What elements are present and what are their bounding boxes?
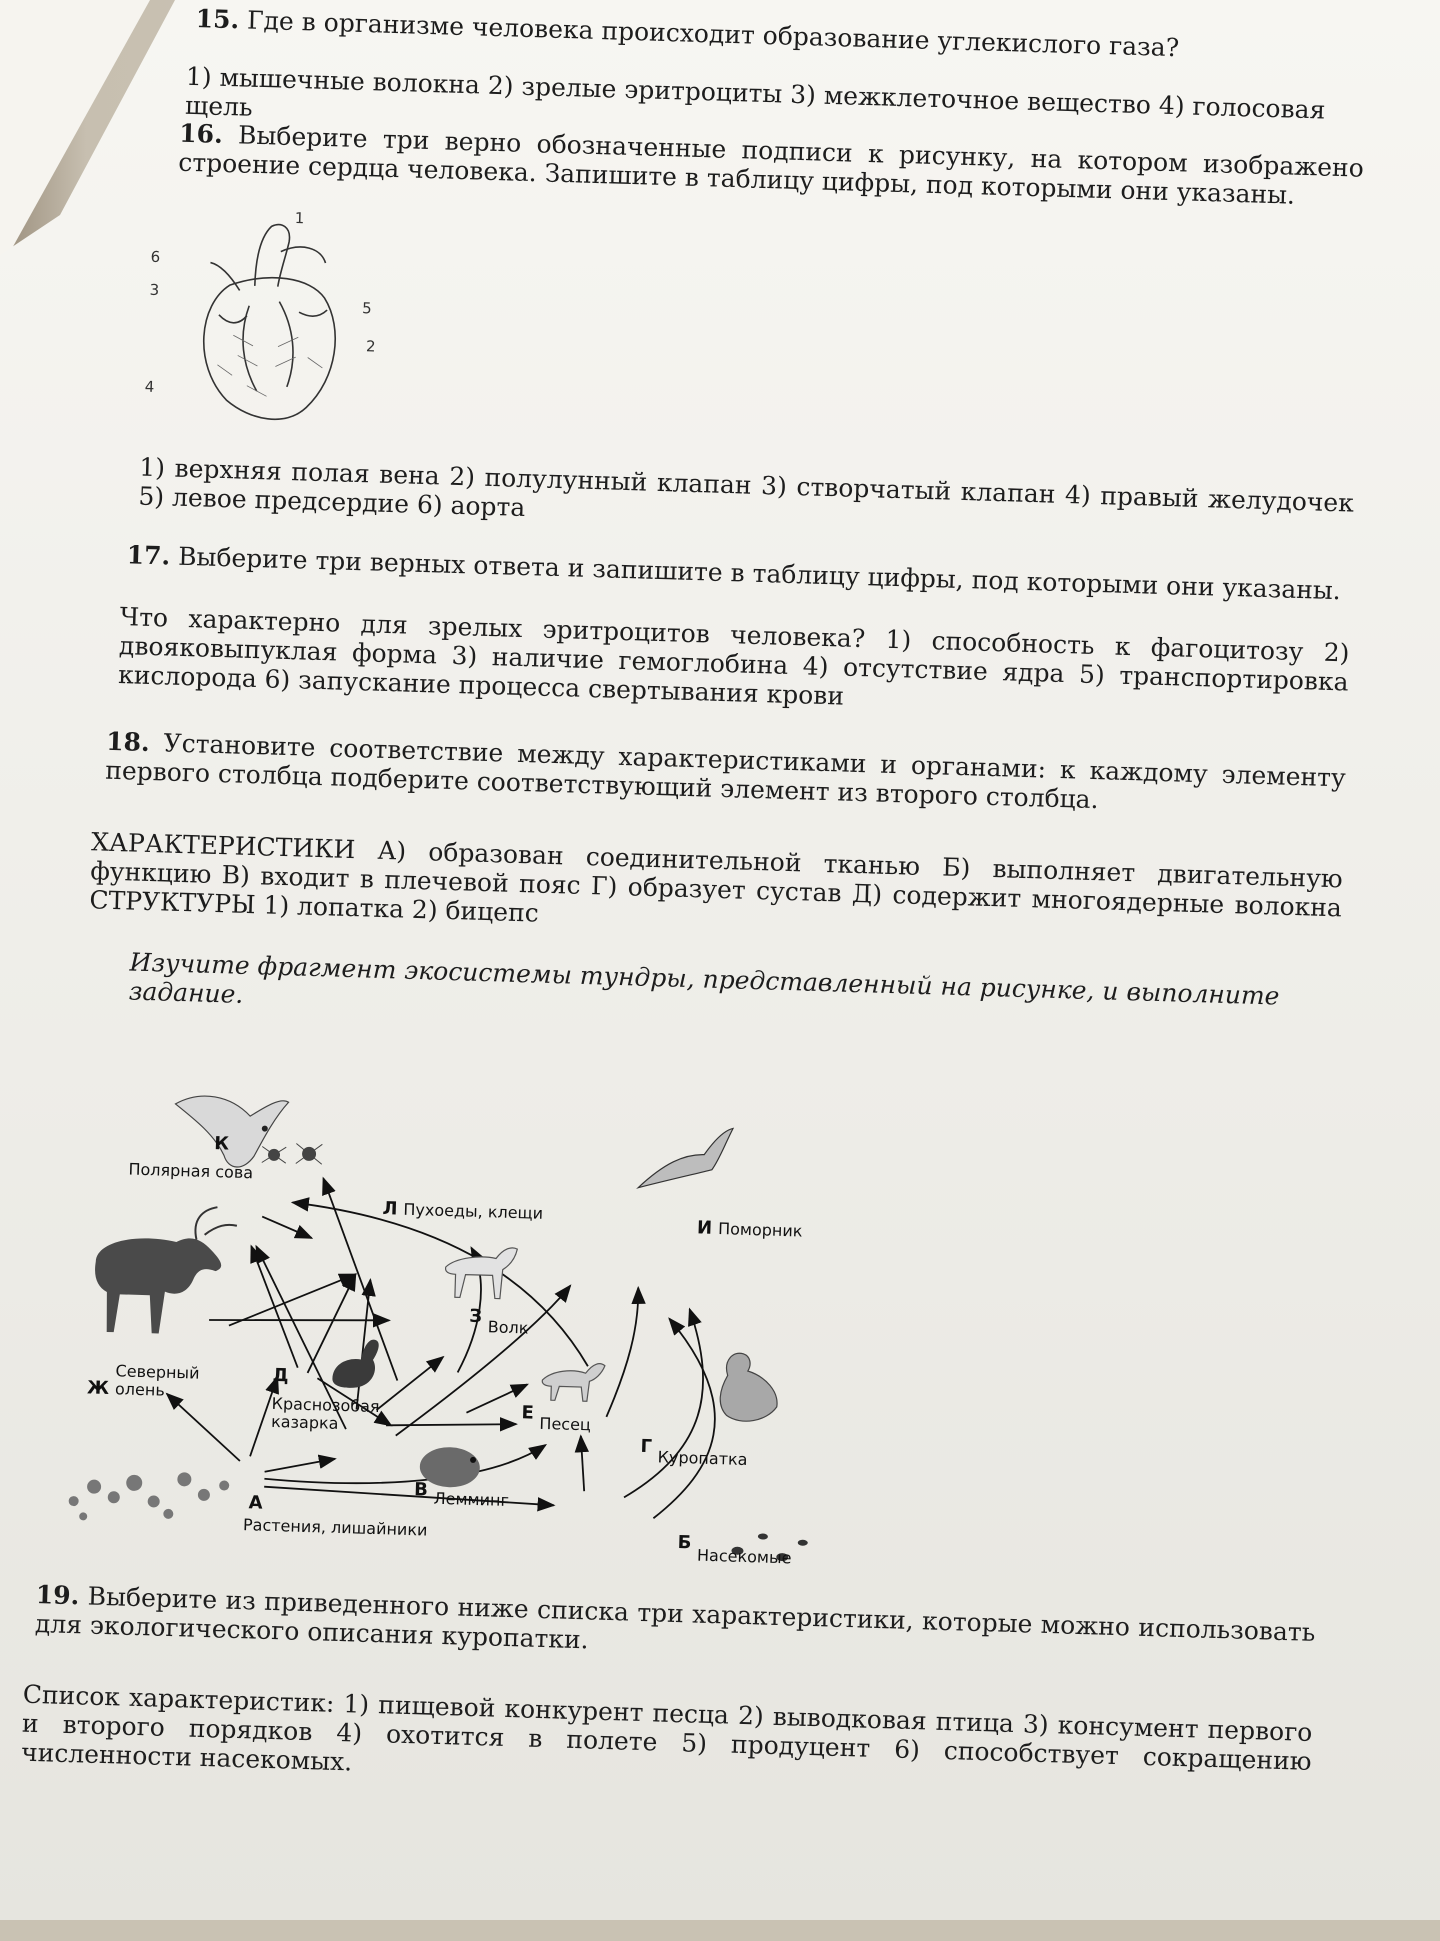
node-Zh	[87, 1361, 226, 1401]
node-D	[270, 1364, 403, 1435]
node-I	[697, 1219, 803, 1240]
q17-question	[126, 540, 1351, 605]
heart-figure	[144, 209, 391, 440]
node-B	[677, 1534, 792, 1567]
q15-question	[195, 4, 1375, 68]
q18-text: Установите соответствие между характеристиками и органами: к каждому элементу первого столбца подберите соответствующий элемент из второго столбца.	[104, 728, 1347, 815]
node-L-name: Пухоеды, клещи	[403, 1199, 544, 1223]
q18-number: 18.	[105, 726, 151, 757]
node-A-letter: А	[248, 1492, 263, 1514]
heart-label-1: 1	[294, 209, 305, 228]
q17-number: 17.	[126, 540, 171, 571]
node-Z	[469, 1305, 529, 1338]
node-V-name: Лемминг	[433, 1488, 510, 1510]
ptarmigan-icon	[706, 1345, 783, 1432]
q19-question	[35, 1580, 1316, 1676]
q16-text: Выберите три верно обозначенные подписи к рисунку, на котором изображено строение сердца человека. Запишите в таблицу цифры, под которыми они указаны.	[178, 120, 1365, 210]
node-G-letter: Г	[640, 1435, 653, 1458]
node-K	[214, 1135, 235, 1154]
heart-drawing	[155, 213, 391, 440]
q18-body: ХАРАКТЕРИСТИКИ А) образован соединительной тканью Б) выполняет двигательную функцию В) входит в плечевой пояс Г) образует сустав Д) содержит многоядерные волокна СТРУКТУРЫ 1) лопатка 2) бицепс	[89, 827, 1344, 928]
node-Z-name: Волк	[487, 1317, 529, 1338]
q19-number: 19.	[35, 1579, 80, 1611]
q17-body: Что характерно для зрелых эритроцитов человека? 1) способность к фагоцитозу 2) двояковыпуклая форма 3) наличие гемоглобина 4) отсутствие ядра 5) транспортировка кислорода 6) запускание процесса свертывания крови	[117, 602, 1350, 711]
q15-options: 1) мышечные волокна 2) зрелые эритроциты 3) межклеточное вещество 4) голосовая щель	[184, 61, 1326, 125]
node-D-name: Краснозобая казарка	[270, 1393, 380, 1433]
q17-text: Выберите три верных ответа и запишите в таблицу цифры, под которыми они указаны.	[177, 541, 1342, 606]
node-G-name: Куропатка	[657, 1447, 748, 1470]
node-A	[243, 1494, 429, 1539]
node-Zh-letter: Ж	[86, 1377, 110, 1400]
node-I-name: Поморник	[717, 1219, 803, 1241]
wolf-icon	[440, 1232, 522, 1304]
node-D-letter: Д	[272, 1364, 289, 1387]
reindeer-icon	[74, 1201, 243, 1341]
node-E-name: Песец	[539, 1413, 592, 1435]
node-K-name: Полярная сова	[128, 1159, 254, 1183]
q18-question	[105, 727, 1346, 822]
heart-label-4: 4	[144, 377, 155, 396]
q16-number: 16.	[178, 118, 224, 149]
q16-options: 1) верхняя полая вена 2) полулунный клапан 3) створчатый клапан 4) правый желудочек 5) левое предсердие 6) аорта	[138, 452, 1355, 523]
node-B-name: Насекомые	[696, 1545, 792, 1568]
node-L-letter: Л	[382, 1198, 398, 1220]
q19-text: Выберите из приведенного ниже списка три характеристики, которые можно использовать для экологического описания куропатки.	[34, 1581, 1316, 1655]
node-E-letter: Е	[521, 1402, 535, 1424]
heart-label-2: 2	[365, 337, 376, 356]
node-Z-letter: З	[469, 1305, 483, 1328]
arctic-fox-icon	[537, 1350, 609, 1407]
node-I-letter: И	[696, 1217, 713, 1239]
heart-label-3: 3	[149, 280, 160, 300]
plants-lichens-icon	[63, 1441, 236, 1536]
node-G	[640, 1435, 748, 1470]
heart-label-5: 5	[361, 299, 372, 318]
node-A-name: Растения, лишайники	[242, 1515, 428, 1540]
tundra-food-web	[62, 1071, 896, 1595]
node-E	[521, 1404, 592, 1434]
mites-icon	[253, 1134, 334, 1176]
heart-label-6: 6	[150, 247, 161, 267]
node-K-letter: К	[214, 1133, 230, 1155]
node-V-letter: В	[413, 1479, 429, 1501]
node-Zh-name: Северный олень	[114, 1361, 200, 1400]
q19-body: Список характеристик: 1) пищевой конкурент песца 2) выводковая птица 3) консумент первого и второго порядков 4) охотится в полете 5) продуцент 6) способствует сокращению численности насекомых.	[20, 1679, 1313, 1777]
q15-text: Где в организме человека происходит образование углекислого газа?	[246, 5, 1180, 63]
node-B-letter: Б	[677, 1532, 692, 1554]
ecosystem-intro: Изучите фрагмент экосистемы тундры, представленный на рисунке, и выполните задание.	[128, 947, 1280, 1011]
skua-icon	[633, 1118, 735, 1201]
q15-number: 15.	[195, 4, 240, 35]
